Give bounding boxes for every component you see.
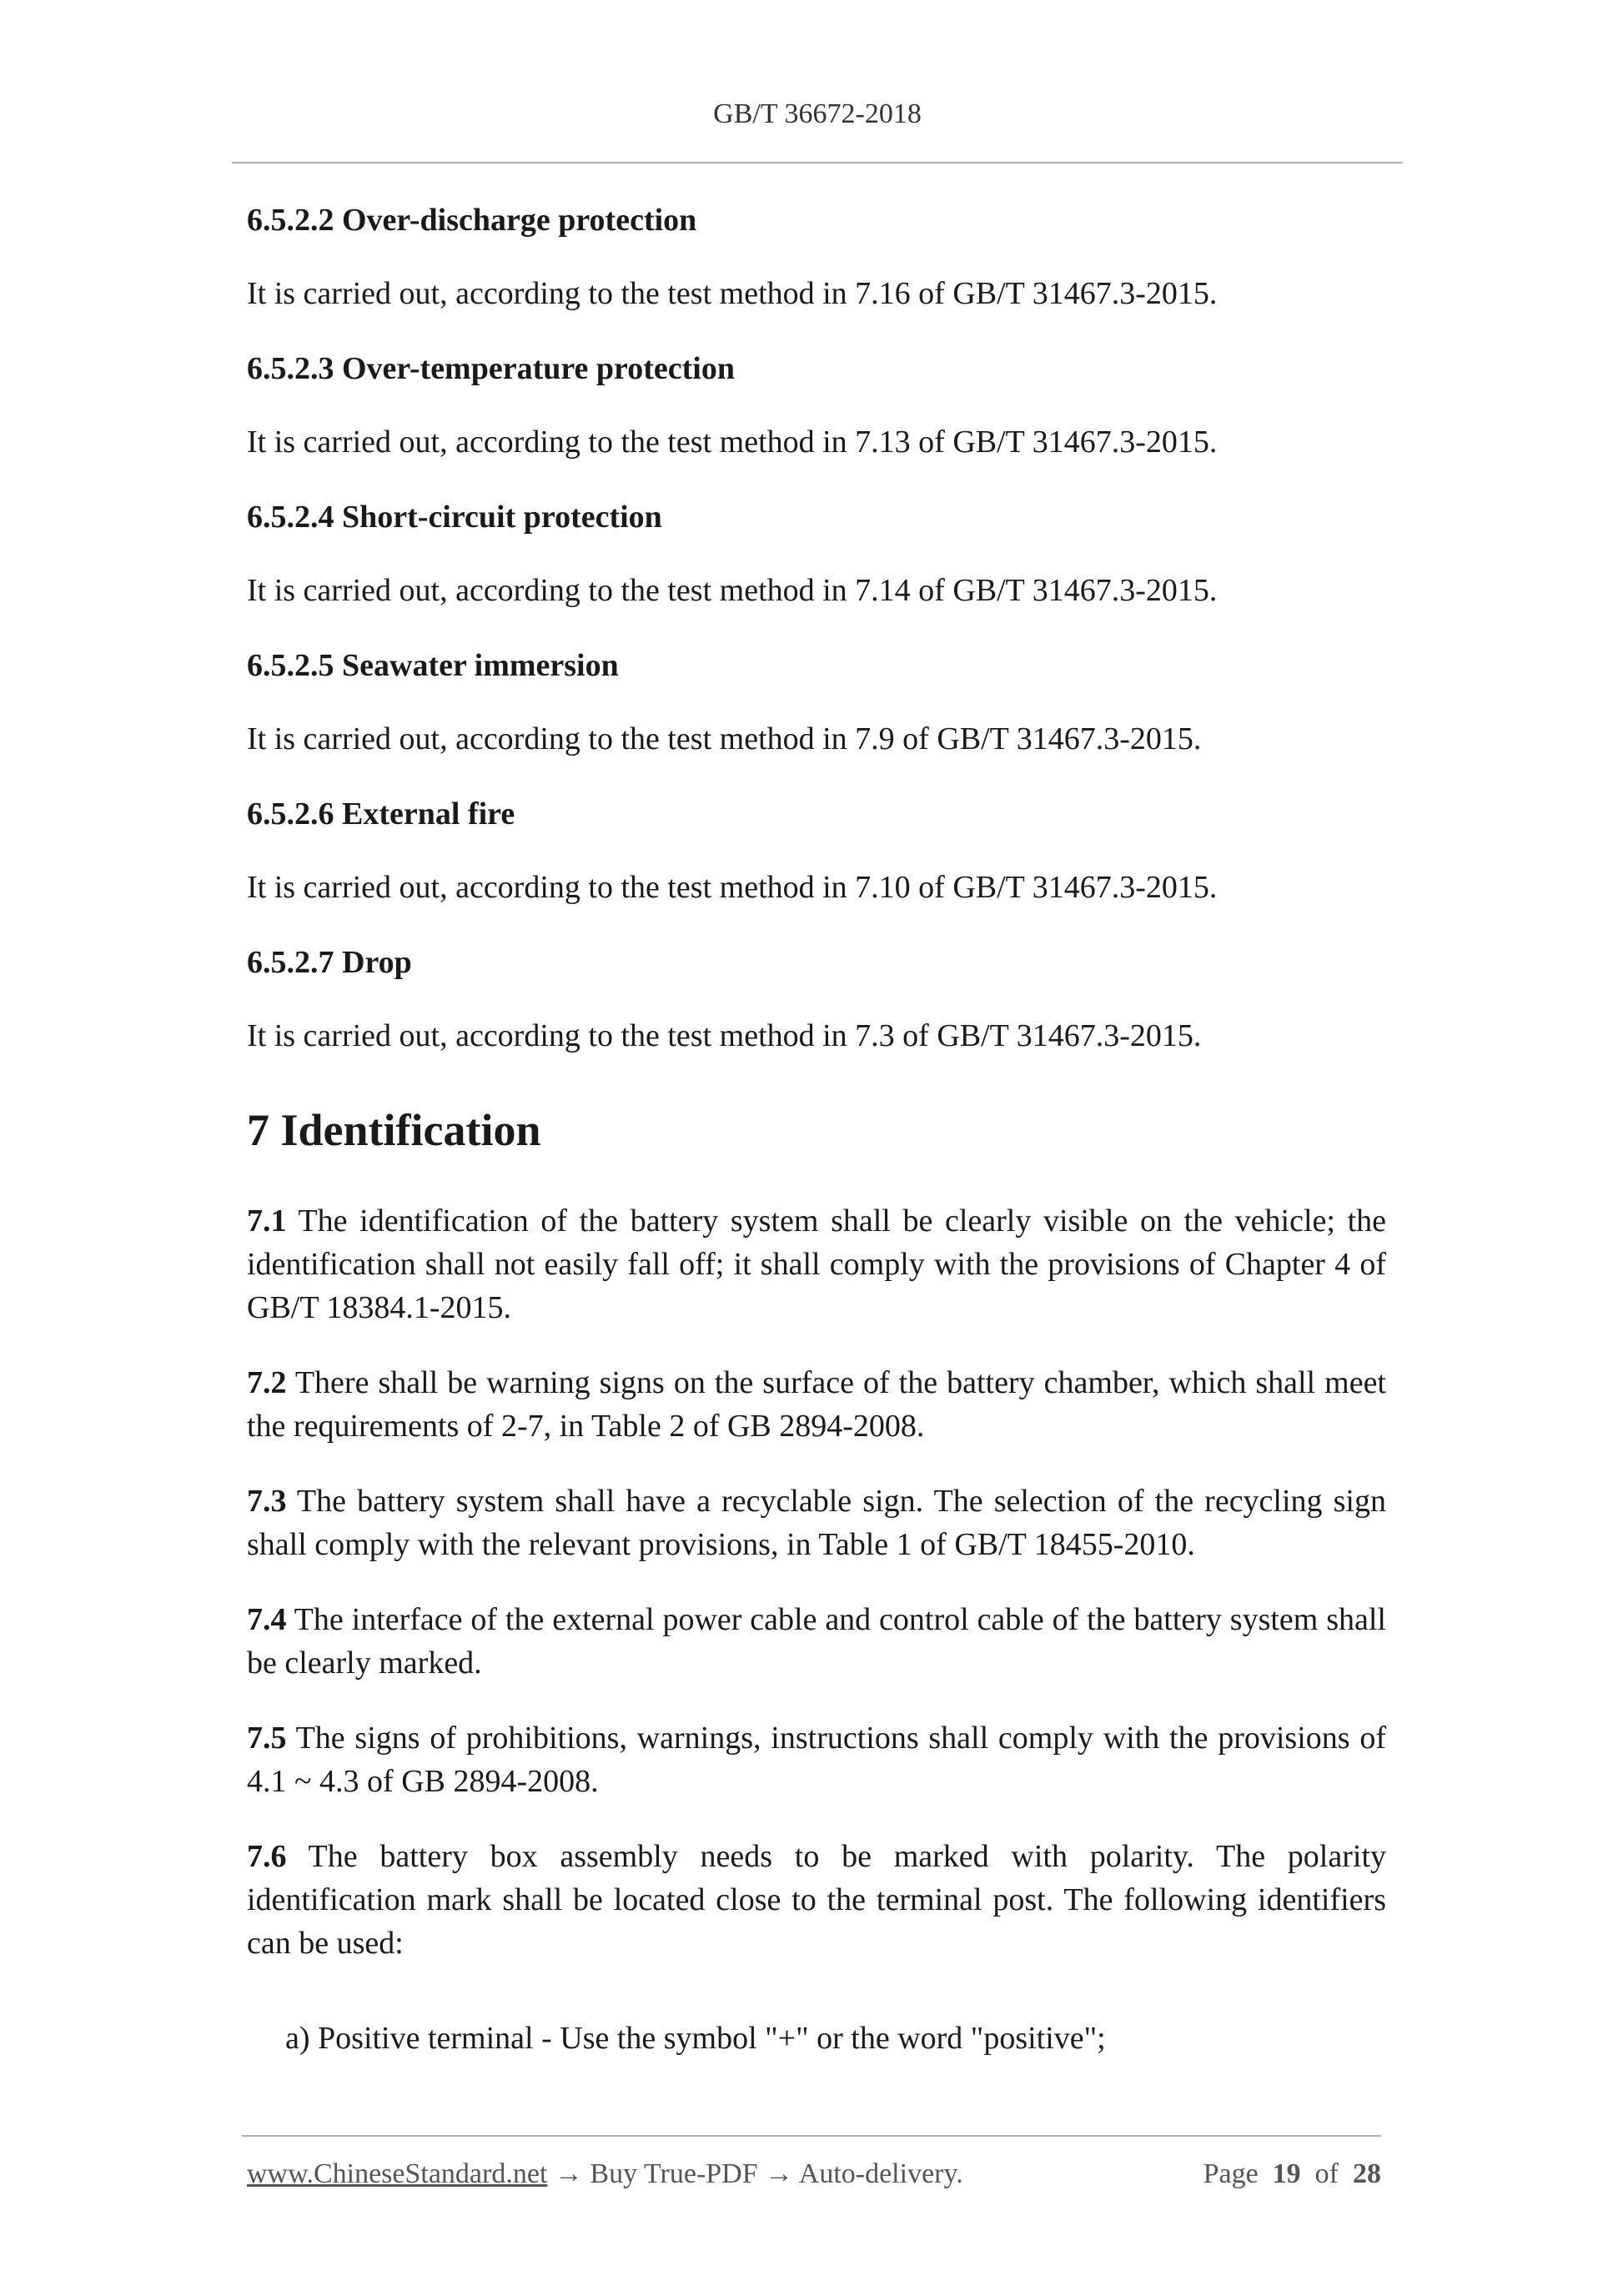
- clause-number: 7.6: [247, 1839, 287, 1874]
- section-heading: 6.5.2.6 External fire: [247, 796, 515, 831]
- section-6-5-2-2: [247, 198, 1386, 315]
- section-6-5-2-4: [247, 495, 1386, 612]
- clause-text: The identification of the battery system shall be clearly visible on the vehicle; the identification shall not easily fall off; it shall comply with the provisions of Chapter 4 of GB/T 18384.1-2015.: [247, 1203, 1386, 1325]
- of-label: of: [1314, 2158, 1339, 2189]
- section-6-5-2-7: [247, 941, 1386, 1058]
- footer-promo-text: → Buy True-PDF → Auto-delivery.: [547, 2158, 963, 2189]
- section-heading: 6.5.2.7 Drop: [247, 945, 412, 980]
- clause-text: The interface of the external power cable and control cable of the battery system shall be clearly marked.: [247, 1602, 1386, 1681]
- section-6-5-2-3: [247, 347, 1386, 464]
- clause-7-1: [247, 1199, 1386, 1329]
- clause-7-6: [247, 1835, 1386, 1965]
- page-number: [1203, 2158, 1381, 2190]
- section-text: It is carried out, according to the test method in 7.10 of GB/T 31467.3-2015.: [247, 870, 1218, 905]
- clause-text: The signs of prohibitions, warnings, instructions shall comply with the provisions of 4.1 ~ 4.3 of GB 2894-2008.: [247, 1721, 1386, 1799]
- header-divider: [232, 162, 1403, 163]
- page-current: 19: [1272, 2158, 1301, 2189]
- clause-number: 7.5: [247, 1721, 287, 1756]
- site-link[interactable]: www.ChineseStandard.net: [247, 2158, 548, 2189]
- section-heading: 6.5.2.2 Over-discharge protection: [247, 203, 697, 238]
- section-heading: 6.5.2.5 Seawater immersion: [247, 648, 619, 683]
- clause-text: There shall be warning signs on the surface of the battery chamber, which shall meet the requirements of 2-7, in Table 2 of GB 2894-2008.: [247, 1365, 1386, 1444]
- clause-number: 7.4: [247, 1602, 287, 1637]
- page-header: GB/T 36672-2018: [713, 98, 922, 129]
- section-text: It is carried out, according to the test method in 7.3 of GB/T 31467.3-2015.: [247, 1018, 1202, 1053]
- section-6-5-2-6: [247, 792, 1386, 909]
- footer-divider: [242, 2135, 1381, 2137]
- section-heading: 6.5.2.3 Over-temperature protection: [247, 351, 735, 386]
- section-text: It is carried out, according to the test method in 7.14 of GB/T 31467.3-2015.: [247, 573, 1218, 608]
- chapter-title: 7 Identification: [247, 1105, 541, 1155]
- clause-7-5: [247, 1716, 1386, 1803]
- clause-text: The battery box assembly needs to be marked with polarity. The polarity identification mark shall be located close to the terminal post. The following identifiers can be used:: [247, 1839, 1386, 1961]
- clause-text: The battery system shall have a recyclable sign. The selection of the recycling sign shall comply with the relevant provisions, in Table 1 of GB/T 18455-2010.: [247, 1484, 1386, 1562]
- section-text: It is carried out, according to the test method in 7.16 of GB/T 31467.3-2015.: [247, 276, 1218, 311]
- section-text: It is carried out, according to the test method in 7.13 of GB/T 31467.3-2015.: [247, 425, 1218, 460]
- clause-number: 7.2: [247, 1365, 287, 1400]
- section-text: It is carried out, according to the test method in 7.9 of GB/T 31467.3-2015.: [247, 721, 1202, 756]
- list-item-a: a) Positive terminal - Use the symbol "+" or the word "positive";: [285, 2021, 1106, 2056]
- page-label: Page: [1203, 2158, 1259, 2189]
- section-6-5-2-5: [247, 644, 1386, 761]
- section-heading: 6.5.2.4 Short-circuit protection: [247, 500, 662, 535]
- clause-7-2: [247, 1361, 1386, 1448]
- clause-number: 7.1: [247, 1203, 287, 1238]
- page-total: 28: [1353, 2158, 1381, 2189]
- footer-promo: [247, 2158, 963, 2190]
- clause-7-4: [247, 1598, 1386, 1685]
- page-content: [247, 198, 1386, 2060]
- clause-number: 7.3: [247, 1484, 287, 1519]
- clause-7-3: [247, 1480, 1386, 1566]
